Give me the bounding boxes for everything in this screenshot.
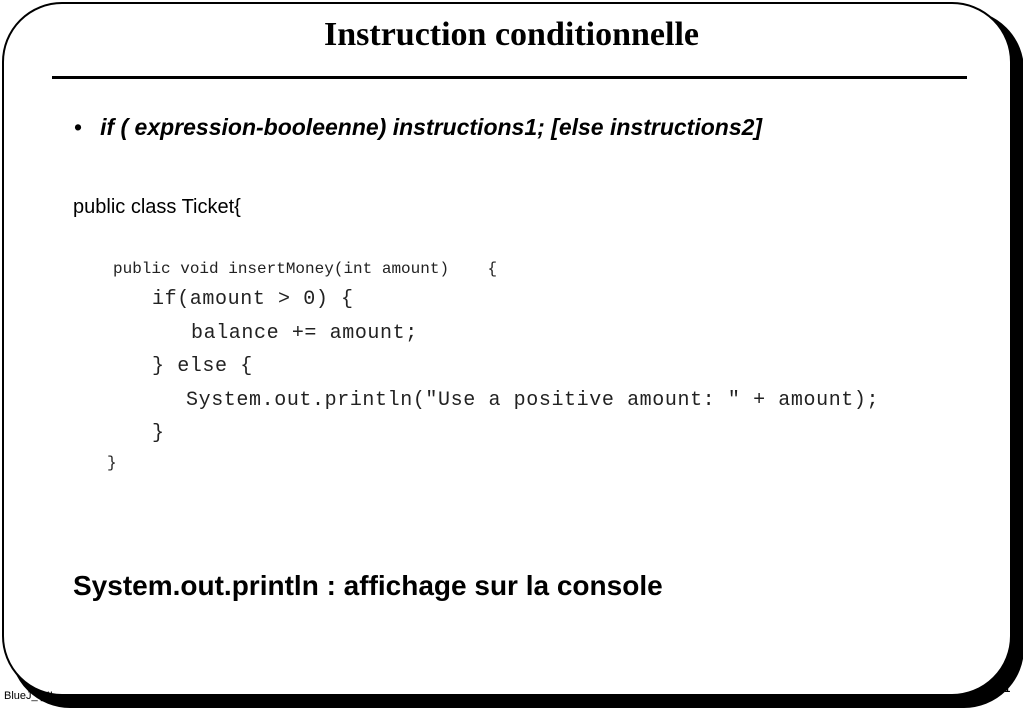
code-line-println: System.out.println("Use a positive amount: " + amount); <box>186 389 880 412</box>
bullet-text: if ( expression-booleenne) instructions1; [else instructions2] <box>100 114 763 140</box>
summary-text: System.out.println : affichage sur la console <box>73 570 663 601</box>
code-line-method: public void insertMoney(int amount) { <box>113 260 498 278</box>
slide-title: Instruction conditionnelle <box>324 16 699 53</box>
class-declaration: public class Ticket{ <box>73 196 241 218</box>
title-divider <box>52 76 967 79</box>
code-line-balance: balance += amount; <box>191 322 418 345</box>
code-line-else: } else { <box>152 355 253 378</box>
page-number: 41 <box>998 683 1011 695</box>
bullet-marker: • <box>74 114 83 140</box>
footer-label: BlueJ_I_II <box>4 690 53 702</box>
code-line-close-method: } <box>107 454 117 472</box>
bullet-item <box>74 114 762 141</box>
code-line-close-if: } <box>152 422 165 445</box>
code-line-if: if(amount > 0) { <box>152 288 354 311</box>
footer-divider <box>78 699 958 701</box>
